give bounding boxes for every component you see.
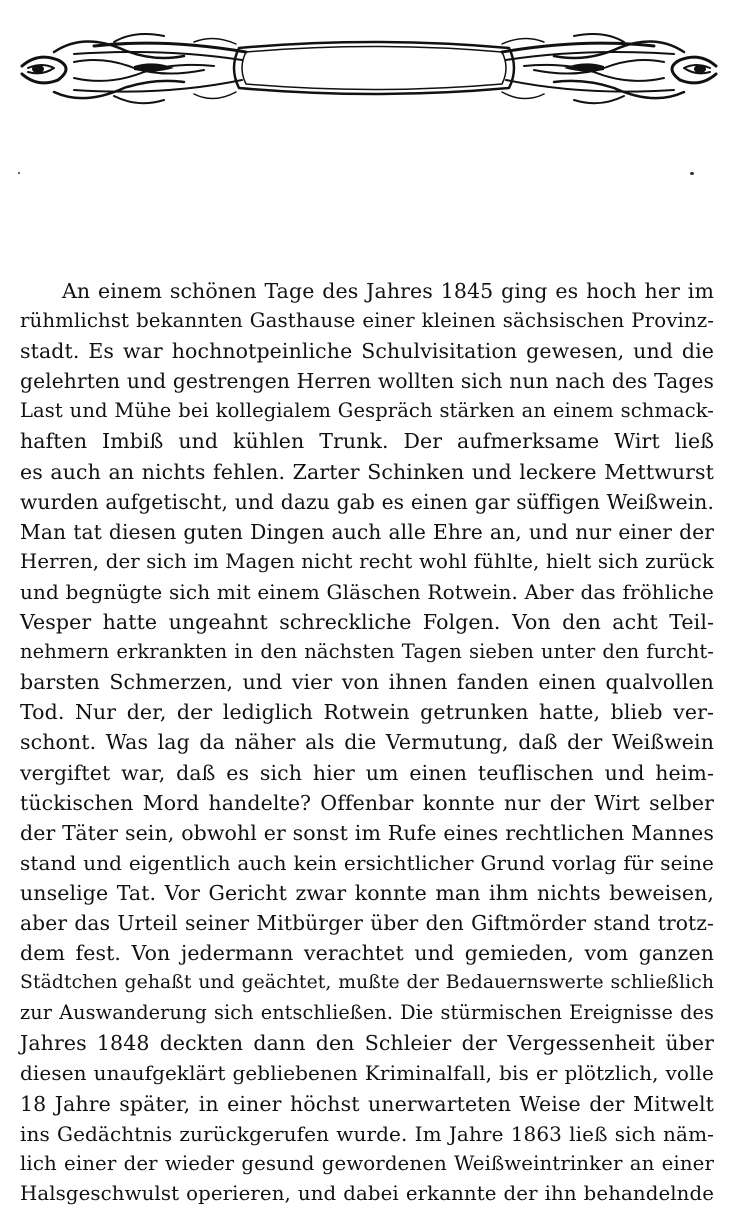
text-line: An einem schönen Tage des Jahres 1845 ging es hoch her im xyxy=(62,279,714,303)
text-line: lich einer der wieder gesund gewordenen Weißweintrinker an einer xyxy=(20,1151,714,1175)
text-line: stadt. Es war hochnotpeinliche Schulvisitation gewesen, und die xyxy=(20,339,714,364)
decorative-header-border xyxy=(14,22,724,112)
text-line: der Täter sein, obwohl er sonst im Rufe eines rechtlichen Mannes xyxy=(20,820,714,845)
print-speck xyxy=(18,172,20,174)
text-line: zur Auswanderung sich entschließen. Die stürmischen Ereignisse des xyxy=(20,1001,714,1025)
text-line: Herren, der sich im Magen nicht recht wohl fühlte, hielt sich zurück xyxy=(20,549,714,573)
print-speck xyxy=(690,172,694,175)
text-line: 18 Jahre später, in einer höchst unerwarteten Weise der Mitwelt xyxy=(20,1091,714,1116)
text-line: und begnügte sich mit einem Gläschen Rotwein. Aber das fröhliche xyxy=(20,579,714,604)
text-line: Last und Mühe bei kollegialem Gespräch stärken an einem schmack- xyxy=(20,399,714,423)
text-line: stand und eigentlich auch kein ersichtlicher Grund vorlag für seine xyxy=(20,850,714,875)
text-line: rühmlichst bekannten Gasthause einer kleinen sächsischen Provinz- xyxy=(20,309,714,333)
text-line: wurden aufgetischt, und dazu gab es einen gar süffigen Weißwein. xyxy=(20,489,714,514)
text-line: gelehrten und gestrengen Herren wollten sich nun nach des Tages xyxy=(20,369,714,394)
text-line: aber das Urteil seiner Mitbürger über den Giftmörder stand trotz- xyxy=(20,910,714,935)
body-paragraph xyxy=(20,276,714,1209)
text-line: barsten Schmerzen, und vier von ihnen fanden einen qualvollen xyxy=(20,670,714,695)
text-line: nehmern erkrankten in den nächsten Tagen sieben unter den furcht- xyxy=(20,640,714,664)
text-line: schont. Was lag da näher als die Vermutung, daß der Weißwein xyxy=(20,730,714,755)
text-line: haften Imbiß und kühlen Trunk. Der aufmerksame Wirt ließ xyxy=(20,429,714,454)
text-line: diesen unaufgeklärt gebliebenen Kriminalfall, bis er plötzlich, volle xyxy=(20,1061,714,1086)
text-line: Man tat diesen guten Dingen auch alle Ehre an, und nur einer der xyxy=(20,519,714,544)
text-line: es auch an nichts fehlen. Zarter Schinken und leckere Mettwurst xyxy=(20,459,714,484)
text-line: Jahres 1848 deckten dann den Schleier der Vergessenheit über xyxy=(20,1031,714,1056)
text-line: tückischen Mord handelte? Offenbar konnte nur der Wirt selber xyxy=(20,790,714,815)
text-line: Halsgeschwulst operieren, und dabei erkannte der ihn behandelnde xyxy=(20,1181,714,1205)
text-line: dem fest. Von jedermann verachtet und gemieden, vom ganzen xyxy=(20,941,714,966)
text-line: Städtchen gehaßt und geächtet, mußte der Bedauernswerte schließlich xyxy=(20,972,714,994)
text-line: Vesper hatte ungeahnt schreckliche Folgen. Von den acht Teil- xyxy=(20,610,714,635)
text-line: ins Gedächtnis zurückgerufen wurde. Im Jahre 1863 ließ sich näm- xyxy=(20,1121,714,1146)
text-line: Tod. Nur der, der lediglich Rotwein getrunken hatte, blieb ver- xyxy=(20,700,714,725)
text-line: unselige Tat. Vor Gericht zwar konnte man ihm nichts beweisen, xyxy=(20,880,714,905)
text-line: vergiftet war, daß es sich hier um einen teuflischen und heim- xyxy=(20,760,714,785)
